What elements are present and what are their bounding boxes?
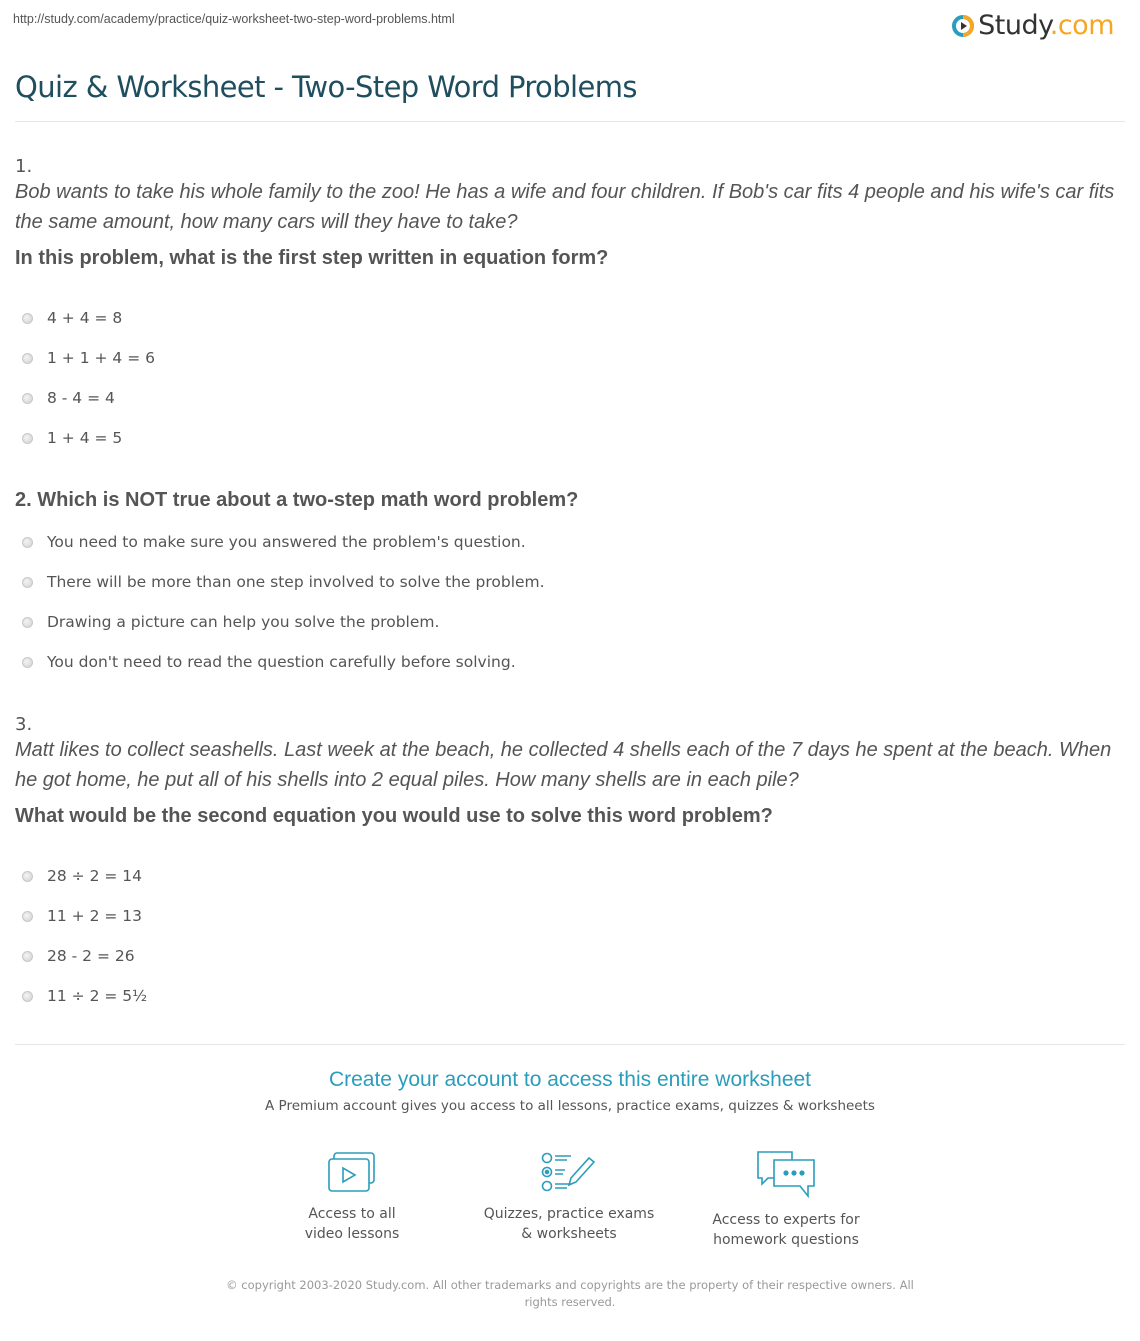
answer-option[interactable] xyxy=(22,522,545,562)
cta-heading[interactable]: Create your account to access this entire worksheet xyxy=(328,1068,812,1091)
divider xyxy=(15,121,1125,122)
radio-button[interactable] xyxy=(22,871,33,882)
copyright-footer: © copyright 2003-2020 Study.com. All other trademarks and copyrights are the property of their respective owners. All rights reserved. xyxy=(226,1278,914,1309)
answer-option[interactable] xyxy=(22,298,155,338)
feature-label: homework questions xyxy=(713,1232,859,1248)
feature-quizzes xyxy=(469,1150,669,1244)
option-label: You need to make sure you answered the problem's question. xyxy=(47,533,526,551)
option-label: There will be more than one step involved to solve the problem. xyxy=(47,573,545,591)
chat-bubbles-icon xyxy=(754,1150,818,1200)
option-label: You don't need to read the question carefully before solving. xyxy=(47,653,516,671)
question-2 xyxy=(15,479,1115,512)
answer-option[interactable] xyxy=(22,338,155,378)
answer-option[interactable] xyxy=(22,936,147,976)
option-label: 11 + 2 = 13 xyxy=(47,907,142,925)
option-label: 11 ÷ 2 = 5½ xyxy=(47,987,148,1005)
question-text: Bob wants to take his whole family to the zoo! He has a wife and four children. If Bob's car fits 4 people and his wife's car fits the same amount, how many cars will they have to take? xyxy=(15,181,1115,233)
logo-name: Study xyxy=(978,10,1050,41)
signup-cta xyxy=(0,1068,1140,1114)
study-logo[interactable] xyxy=(951,10,1114,41)
answer-option[interactable] xyxy=(22,976,147,1016)
page-title: Quiz & Worksheet - Two-Step Word Problems xyxy=(15,70,637,104)
feature-experts xyxy=(686,1150,886,1250)
options-2 xyxy=(22,522,545,682)
radio-button[interactable] xyxy=(22,353,33,364)
radio-button[interactable] xyxy=(22,617,33,628)
answer-option[interactable] xyxy=(22,562,545,602)
feature-label: Access to experts for xyxy=(712,1212,860,1228)
radio-button[interactable] xyxy=(22,911,33,922)
options-1 xyxy=(22,298,155,458)
radio-button[interactable] xyxy=(22,577,33,588)
answer-option[interactable] xyxy=(22,602,545,642)
cta-subtext: A Premium account gives you access to all lessons, practice exams, quizzes & worksheets xyxy=(265,1098,875,1114)
option-label: 1 + 4 = 5 xyxy=(47,429,123,447)
option-label: Drawing a picture can help you solve the problem. xyxy=(47,613,440,631)
option-label: 4 + 4 = 8 xyxy=(47,309,123,327)
options-3 xyxy=(22,856,147,1016)
feature-video-lessons xyxy=(252,1150,452,1244)
quiz-checklist-icon xyxy=(541,1150,597,1194)
question-3 xyxy=(15,714,1115,828)
option-label: 8 - 4 = 4 xyxy=(47,389,115,407)
logo-tld: .com xyxy=(1049,10,1114,41)
question-prompt: What would be the second equation you would use to solve this word problem? xyxy=(15,805,773,827)
video-lessons-icon xyxy=(326,1150,378,1194)
radio-button[interactable] xyxy=(22,991,33,1002)
radio-button[interactable] xyxy=(22,393,33,404)
answer-option[interactable] xyxy=(22,418,155,458)
question-prompt: In this problem, what is the first step written in equation form? xyxy=(15,247,609,269)
answer-option[interactable] xyxy=(22,856,147,896)
radio-button[interactable] xyxy=(22,433,33,444)
question-text: Matt likes to collect seashells. Last week at the beach, he collected 4 shells each of the 7 days he spent at the beach. When he got home, he put all of his shells into 2 equal piles. How many shells are in each pile? xyxy=(15,739,1112,791)
feature-label: Quizzes, practice exams xyxy=(483,1206,655,1222)
feature-label: Access to all xyxy=(308,1206,396,1222)
answer-option[interactable] xyxy=(22,896,147,936)
option-label: 28 ÷ 2 = 14 xyxy=(47,867,142,885)
question-number: 1. xyxy=(15,156,33,177)
feature-label: & worksheets xyxy=(521,1226,617,1242)
question-number: 3. xyxy=(15,714,33,735)
divider xyxy=(15,1044,1125,1045)
option-label: 1 + 1 + 4 = 6 xyxy=(47,349,155,367)
question-prompt: 2. Which is NOT true about a two-step math word problem? xyxy=(15,489,579,511)
page-url: http://study.com/academy/practice/quiz-worksheet-two-step-word-problems.html xyxy=(13,12,455,26)
answer-option[interactable] xyxy=(22,642,545,682)
radio-button[interactable] xyxy=(22,951,33,962)
radio-button[interactable] xyxy=(22,313,33,324)
feature-label: video lessons xyxy=(304,1226,400,1242)
question-1 xyxy=(15,156,1115,270)
answer-option[interactable] xyxy=(22,378,155,418)
option-label: 28 - 2 = 26 xyxy=(47,947,135,965)
radio-button[interactable] xyxy=(22,657,33,668)
play-logo-icon xyxy=(951,14,975,38)
radio-button[interactable] xyxy=(22,537,33,548)
